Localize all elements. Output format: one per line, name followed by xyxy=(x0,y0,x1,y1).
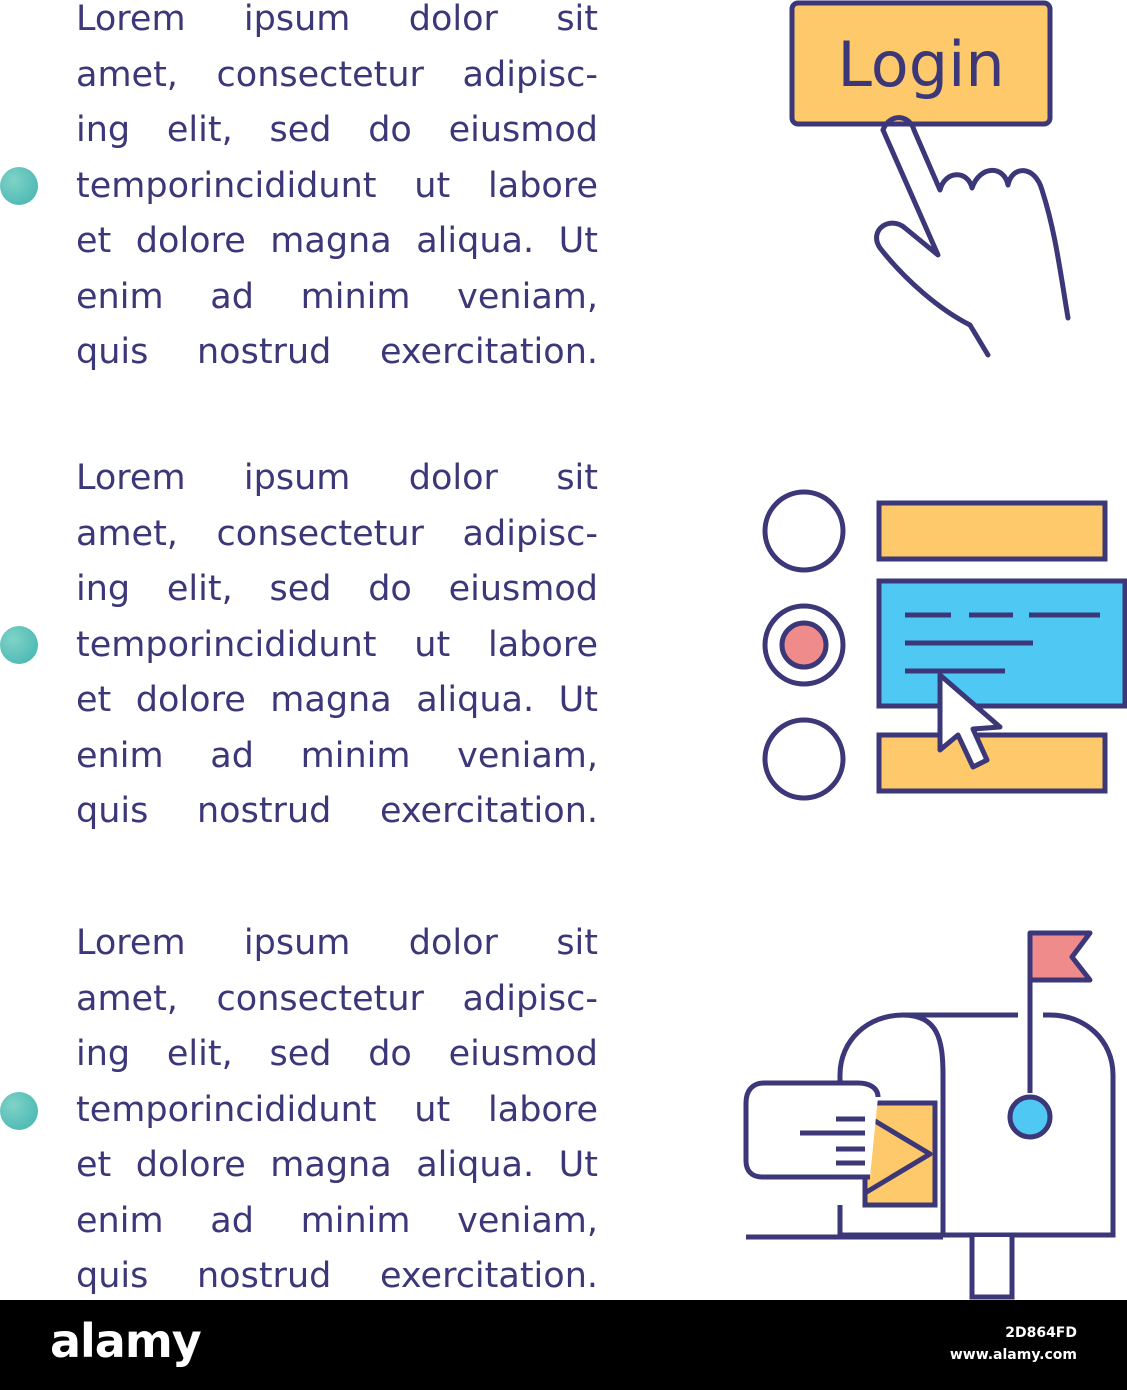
footer-url: www.alamy.com xyxy=(949,1347,1077,1363)
paragraph-line: et dolore magna aliqua. Ut xyxy=(76,680,598,720)
footer-image-info xyxy=(950,1322,1077,1366)
paragraph-line: ing elit, sed do eiusmod xyxy=(76,569,598,609)
paragraph-line: Lorem ipsum dolor sit xyxy=(76,0,598,39)
paragraph-3 xyxy=(76,916,598,1305)
radio-form-cursor-icon xyxy=(755,485,1127,805)
mailbox-letter-icon xyxy=(740,925,1127,1300)
paragraph-line: ing elit, sed do eiusmod xyxy=(76,110,598,150)
paragraph-line: temporincididunt ut labore xyxy=(76,624,598,665)
paragraph-line: enim ad minim veniam, xyxy=(76,276,598,317)
paragraph-line: Lorem ipsum dolor sit xyxy=(76,923,598,963)
login-button-label: Login xyxy=(837,28,1005,101)
bullet-dot-1 xyxy=(0,167,38,205)
login-hand-click-icon xyxy=(780,0,1080,365)
paragraph-line: quis nostrud exercitation. xyxy=(76,791,598,831)
paragraph-line: quis nostrud exercitation. xyxy=(76,332,598,372)
paragraph-line: amet, consectetur adipisc- xyxy=(76,54,598,95)
paragraph-line: et dolore magna aliqua. Ut xyxy=(76,221,598,261)
paragraph-line: Lorem ipsum dolor sit xyxy=(76,458,598,498)
footer-bar xyxy=(0,1300,1127,1390)
bullet-dot-3 xyxy=(0,1092,38,1130)
image-id: 2D864FD xyxy=(1005,1325,1077,1341)
alamy-logo: alamy xyxy=(50,1314,201,1368)
paragraph-2 xyxy=(76,451,598,840)
paragraph-line: enim ad minim veniam, xyxy=(76,735,598,776)
paragraph-line: temporincididunt ut labore xyxy=(76,1089,598,1130)
paragraph-line: ing elit, sed do eiusmod xyxy=(76,1034,598,1074)
paragraph-line: quis nostrud exercitation. xyxy=(76,1256,598,1296)
paragraph-line: et dolore magna aliqua. Ut xyxy=(76,1145,598,1185)
paragraph-line: amet, consectetur adipisc- xyxy=(76,978,598,1019)
paragraph-line: enim ad minim veniam, xyxy=(76,1200,598,1241)
paragraph-1 xyxy=(76,0,598,381)
paragraph-line: amet, consectetur adipisc- xyxy=(76,513,598,554)
paragraph-line: temporincididunt ut labore xyxy=(76,165,598,206)
bullet-dot-2 xyxy=(0,626,38,664)
